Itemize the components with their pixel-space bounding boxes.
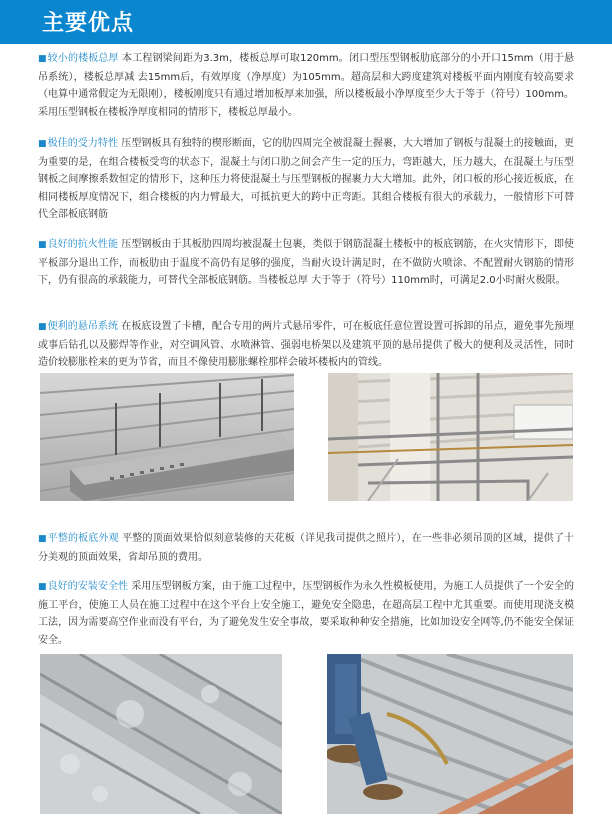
section-title: ■ 便利的悬吊系统 [38, 321, 118, 332]
section-fire-resistance [38, 236, 574, 290]
section-body: 压型钢板由于其板肋四周均被混凝土包裹，类似于钢筋混凝土楼板中的板底钢筋，在火灾情形下，即使平板部分退出工作，而板肋由于温度不高仍有足够的强度，当耐火设计满足时，在不做防火喷涂、不配置耐火钢筋的情形下，仍有很高的承载能力，可替代全部板底钢筋。当楼板总厚 大于等于（符号）110mm时，可满足2.0小时耐火极限。 [38, 239, 575, 286]
section-install-safety [38, 578, 574, 649]
section-flat-underside [38, 530, 574, 566]
section-title: ■ 良好的安装安全性 [38, 581, 128, 592]
section-thin-slab [38, 50, 574, 121]
section-title: ■ 极佳的受力特性 [38, 138, 118, 149]
section-mechanics [38, 135, 574, 224]
section-body: 采用压型钢板方案，由于施工过程中，压型钢板作为永久性模板使用，为施工人员提供了一个安全的施工平台，使施工人员在施工过程中在这个平台上安全施工，避免安全隐患，在超高层工程中尤其重要。而使用现浇支模工法，因为需要高空作业而没有平台，为了避免发生安全事故，要采取种种安全措施，比如加设安全网等,仍不能安全保证安全。 [38, 581, 575, 646]
photo-ceiling-duct [40, 373, 294, 501]
photo-worker-on-deck [327, 654, 573, 814]
page-title: 主要优点 [42, 11, 135, 36]
section-title: ■ 平整的板底外观 [38, 533, 119, 544]
photo-galvanized-deck [40, 654, 282, 814]
section-title: ■ 较小的楼板总厚 [38, 53, 119, 64]
page-header [0, 0, 612, 44]
section-body: 平整的顶面效果恰似刻意装修的天花板（详见我司提供之照片），在一些非必须吊顶的区域，提供了十分美观的顶面效果，省却吊顶的费用。 [38, 533, 575, 563]
section-body: 在板底设置了卡槽，配合专用的两片式悬吊零件，可在板底任意位置设置可拆卸的吊点，避免事先预埋或事后钻孔以及膨焊等作业，对空调风管、水喷淋管、强弱电桥架以及建筑平顶的悬吊提供了极大的便利及灵活性，同时造价较膨胀栓来的更为节省，而且不像使用膨胀螺栓那样会破坏楼板内的管线。 [38, 321, 575, 368]
section-body: 本工程钢梁间距为3.3m，楼板总厚可取120mm。闭口型压型钢板肋底部分的小开口15mm（用于悬吊系统），楼板总厚减 去15mm后，有效厚度（净厚度）为105mm。超高层和大跨度建筑对楼板平面内刚度有较高要求（电算中通常假定为无限刚），楼板刚度只有通过增加板厚来加强，所以楼板最小净厚度至少大于等于（符号）100mm。采用压型钢板在楼板净厚度相同的情形下，楼板总厚最小。 [38, 53, 574, 118]
section-suspension [38, 318, 574, 372]
section-body: 压型钢板具有独特的楔形断面，它的肋四周完全被混凝土握裹，大大增加了钢板与混凝土的接触面，更为重要的是，在组合楼板受弯的状态下，混凝土与闭口肋之间会产生一定的压力，弯距越大，压力越大，在混凝土与压型钢板之间摩擦系数恒定的情形下，这种压力将使混凝土与压型钢板的握裹力大大增加。此外，闭口板的形心接近板底，在相同楼板厚度情况下，组合楼板的内力臂最大，可抵抗更大的跨中正弯距。其组合楼板有很大的承载力，一般情形下可替代全部板底钢筋 [38, 138, 575, 220]
photo-ceiling-pipes [328, 373, 573, 501]
section-title: ■ 良好的抗火性能 [38, 239, 118, 250]
